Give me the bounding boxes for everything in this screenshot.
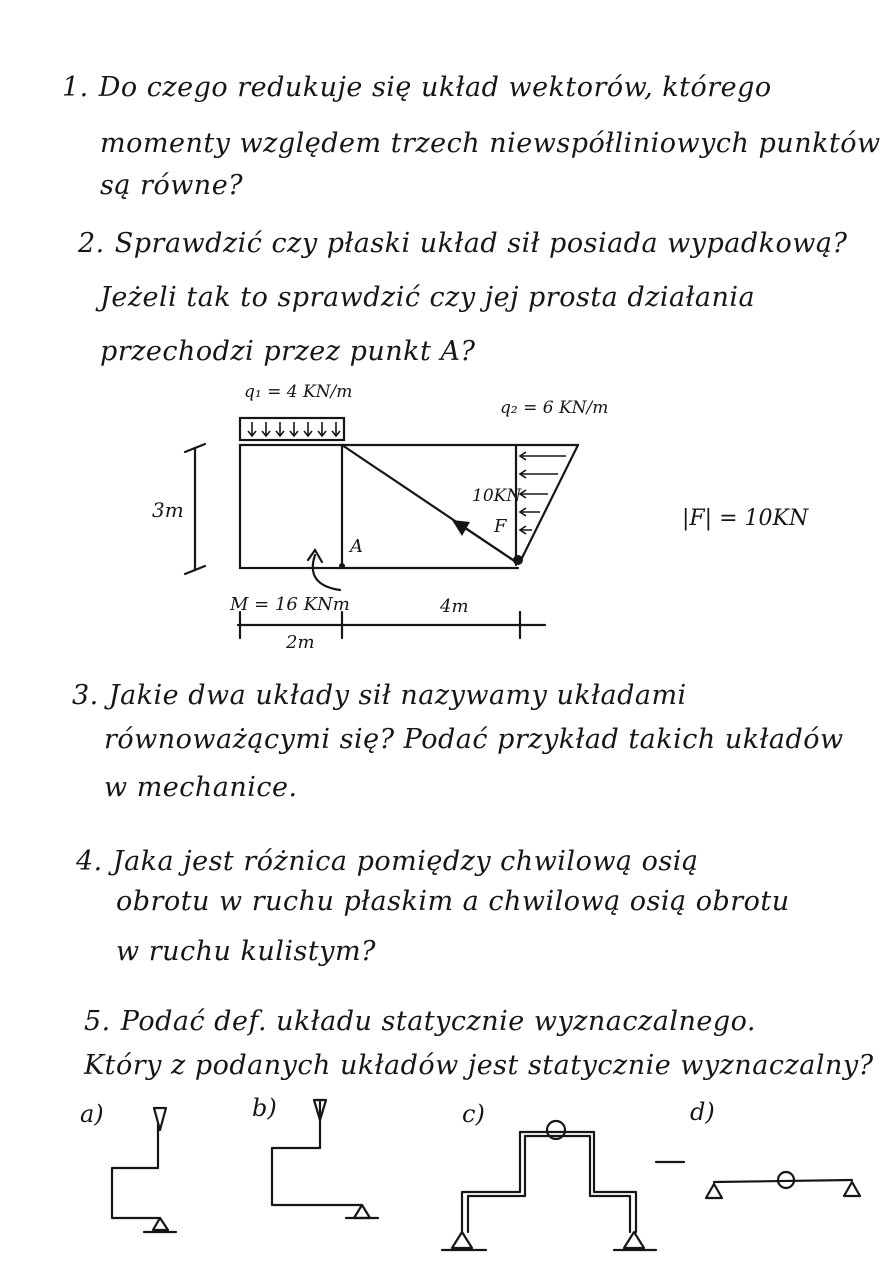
subfigure-b-label: b) [252,1094,277,1122]
subfigure-c [442,1121,656,1250]
question-2-line-3: przechodzi przez punkt A? [100,336,476,367]
dim-left-label: 2m [286,632,315,653]
question-4-number: 4. [76,846,103,877]
force-magnitude-label: |F| = 10KN [682,506,809,531]
question-3-line-2: równoważącymi się? Podać przykład takich układów [104,724,844,755]
subfigure-b [272,1100,378,1218]
q2-label: q₂ = 6 KN/m [500,398,609,418]
subfigure-d [656,1162,860,1198]
question-4-line-1: 4. Jaka jest różnica pomiędzy chwilową osią [76,846,699,877]
question-1-line-1: 1. Do czego redukuje się układ wektorów, którego [62,72,772,103]
force-name-label: F [494,516,507,537]
height-label: 3m [152,498,184,522]
force-value-label: 10KN [472,486,522,506]
question-3-number: 3. [72,680,99,711]
question-2-line-1: 2. Sprawdzić czy płaski układ sił posiada wypadkową? [78,228,848,259]
subfigure-a-label: a) [80,1100,104,1128]
question-5-line-1: 5. Podać def. układu statycznie wyznaczalnego. [84,1006,757,1037]
subfigure-d-label: d) [690,1098,715,1126]
question-3-line-3: w mechanice. [104,772,298,803]
point-a-label: A [350,536,363,557]
question-4-line-2: obrotu w ruchu płaskim a chwilową osią obrotu [116,886,790,917]
dim-right-label: 4m [440,596,469,617]
question-3-line-1: 3. Jakie dwa układy sił nazywamy układami [72,680,687,711]
question-4-line-3: w ruchu kulistym? [116,936,377,967]
subfigure-c-label: c) [462,1100,485,1128]
question-2-line-2: Jeżeli tak to sprawdzić czy jej prosta działania [100,282,756,313]
question-1-line-3: są równe? [100,170,244,201]
question-5-number: 5. [84,1006,111,1037]
question-1-line-2: momenty względem trzech niewspółliniowych punktów [100,128,881,159]
question-2-number: 2. [78,228,105,259]
question-5-line-2: Który z podanych układów jest statycznie wyznaczalny? [84,1050,874,1081]
moment-label: M = 16 KNm [230,594,350,615]
subfigure-a [112,1108,176,1232]
q1-label: q₁ = 4 KN/m [244,382,353,402]
question-1-number: 1. [62,72,89,103]
